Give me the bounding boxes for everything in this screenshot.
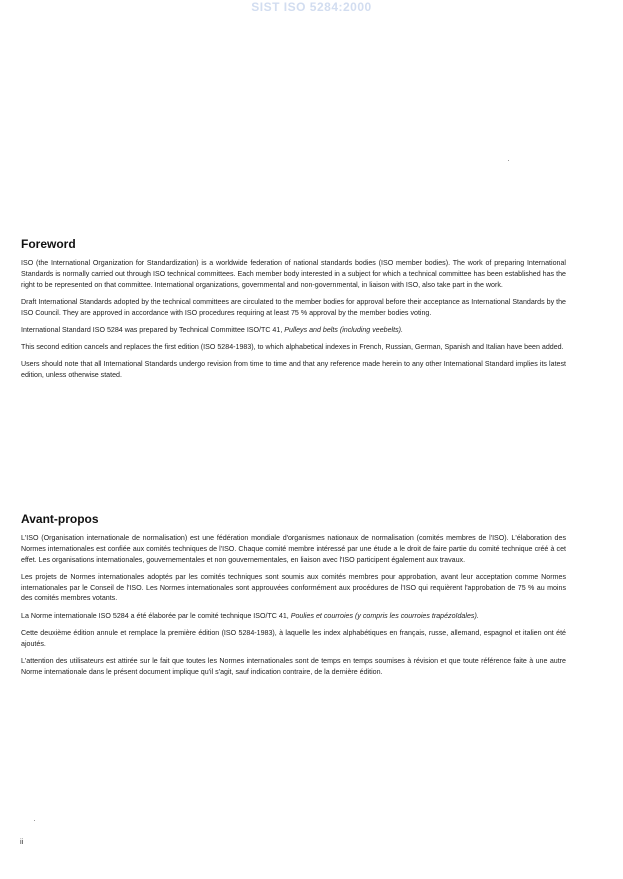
foreword-paragraph-draft-standards: Draft International Standards adopted by the technical committees are circulated to the member bodies for approval before their acceptance as International Standards by the ISO Council. They are approved in accordance with ISO procedures requiring at least 75 % approval by the member bodies voting. xyxy=(21,297,566,317)
foreword-committee-title: Pulleys and belts (including veebelts). xyxy=(284,325,403,334)
foreword-paragraph-second-edition: This second edition cancels and replaces the first edition (ISO 5284-1983), to which alphabetical indexes in French, Russian, German, Spanish and Italian have been added. xyxy=(21,342,564,351)
foreword-paragraph-prepared-by xyxy=(21,325,566,336)
avant-propos-paragraph-second-edition: Cette deuxième édition annule et remplace la première édition (ISO 5284-1983), à laquelle les index alphabétiques en français, russe, allemand, espagnol et italien ont été ajoutés. xyxy=(21,628,566,648)
scan-speck xyxy=(508,160,509,161)
avant-propos-paragraph-revision-note: L'attention des utilisateurs est attirée sur le fait que toutes les Normes internationales sont de temps en temps soumises à révision et que toute référence faite à une autre Norme internationale dans le présent document implique qu'il s'agit, sauf indication contraire, de la dernière édition. xyxy=(21,656,566,676)
foreword-heading: Foreword xyxy=(21,237,76,251)
foreword-paragraph-revision-note: Users should note that all International Standards undergo revision from time to time and that any reference made herein to any other International Standard implies its latest edition, unless otherwise stated. xyxy=(21,360,566,379)
avant-propos-paragraph-draft-standards: Les projets de Normes internationales adoptés par les comités techniques sont soumis aux comités membres pour approbation, avant leur acceptation comme Normes internationales par le Conseil de l'ISO. Les Normes internationales sont approuvées conformément aux procédures de l'ISO qui requièrent l'approbation de 75 % au moins des comités membres votants. xyxy=(21,572,566,603)
avant-propos-heading: Avant-propos xyxy=(21,512,99,526)
avant-propos-paragraph-prepared-by xyxy=(21,611,566,622)
avant-propos-prepared-by-text: La Norme internationale ISO 5284 a été élaborée par le comité technique ISO/TC 41, xyxy=(21,611,291,620)
foreword-paragraph-iso-federation: ISO (the International Organization for Standardization) is a worldwide federation of national standards bodies (ISO member bodies). The work of preparing International Standards is normally carried out through ISO technical committees. Each member body interested in a subject for which a technical committee has been established has the right to be represented on that committee. International organizations, governmental and non-governmental, in liaison with ISO, also take part in the work. xyxy=(21,259,566,289)
avant-propos-section xyxy=(21,512,566,677)
avant-propos-committee-title: Poulies et courroies (y compris les courroies trapézoïdales). xyxy=(290,611,479,620)
watermark: SIST ISO 5284:2000 xyxy=(251,0,372,14)
foreword-section xyxy=(21,237,566,381)
avant-propos-paragraph-iso-federation: L'ISO (Organisation internationale de normalisation) est une fédération mondiale d'organismes nationaux de normalisation (comités membres de l'ISO). L'élaboration des Normes internationales est confiée aux comités techniques de l'ISO. Chaque comité membre intéressé par une étude a le droit de faire partie du comité technique créé à cet effet. Les organisations internationales, gouvernementales et non gouvernementales, en liaison avec l'ISO participent également aux travaux. xyxy=(21,534,566,564)
page-number: ii xyxy=(20,837,24,846)
foreword-prepared-by-text: International Standard ISO 5284 was prepared by Technical Committee ISO/TC 41, xyxy=(21,325,285,334)
scan-speck xyxy=(34,820,35,821)
